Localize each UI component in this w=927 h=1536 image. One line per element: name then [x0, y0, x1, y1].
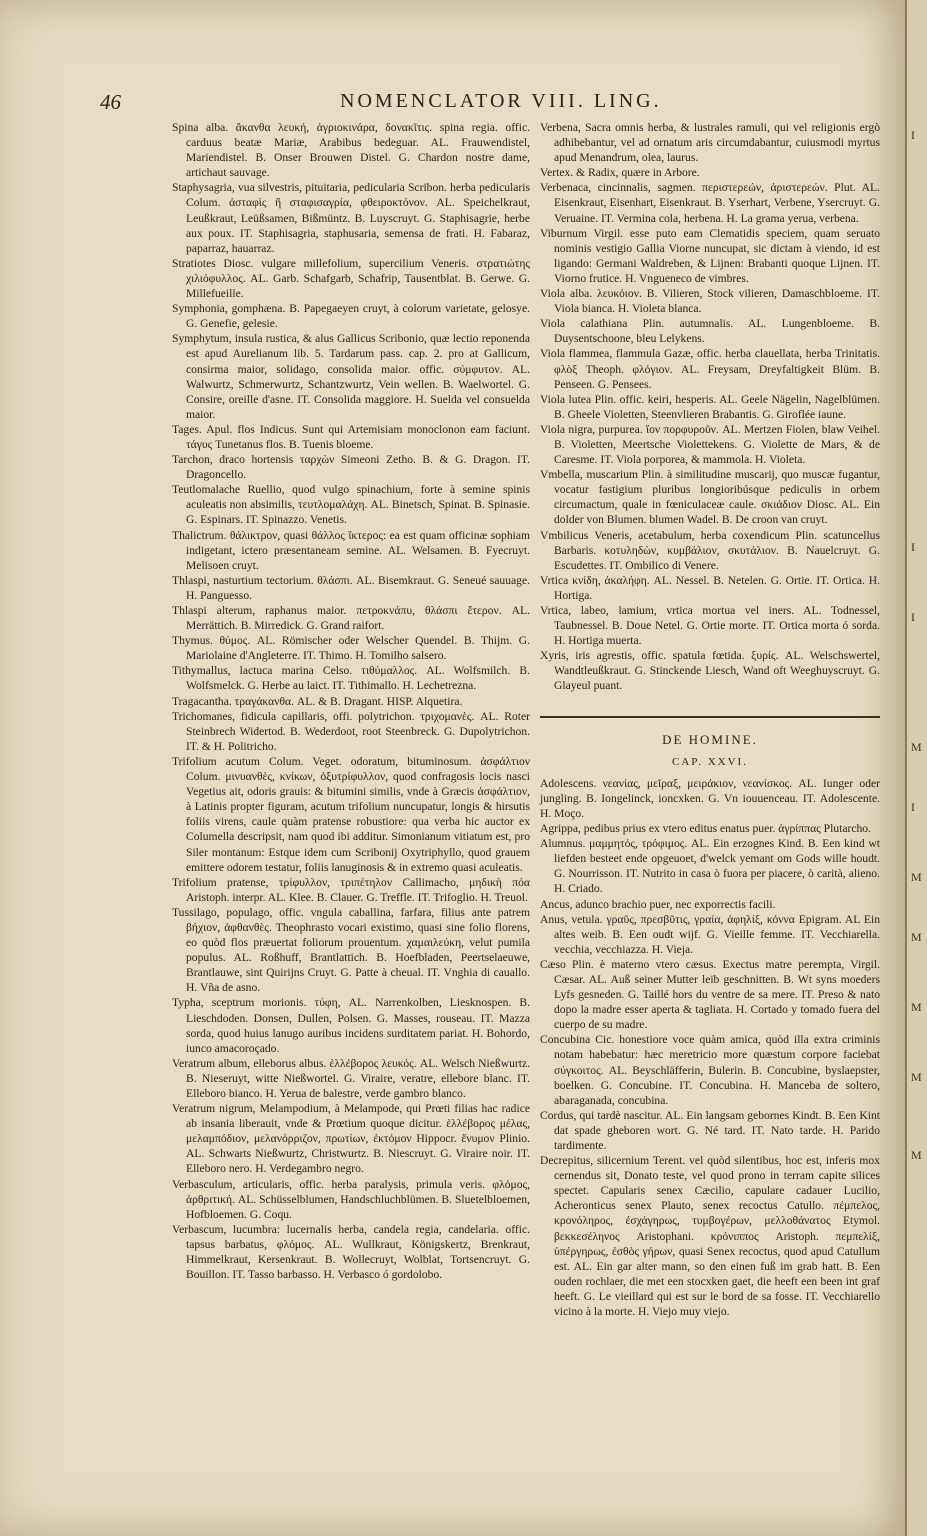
entry: Vertex. & Radix, quære in Arbore. [540, 166, 700, 180]
entry: Trifolium pratense, τρίφυλλον, τριπέτηλον Callimacho, μηδικὴ πόα Aristoph. interpr. AL. Klee. B. Clauer. G. Treffle. IT. Trifoglio. H. Treuol. [172, 875, 530, 904]
entry: Cæso Plin. è materno vtero cæsus. Exectus matre perempta, Virgil. Cæsar. AL. Auß seiner Mutter leib geschnitten. B. Wt syns moeders Lyfs gesneden. G. Taillé hors du ventre de sa mere. IT. Preso & nato dopo la madre esser aperta & tagliata. H. Cortado y tomado fuera del cuerpo de su madre. [540, 957, 880, 1032]
facing-page-edge [905, 0, 927, 1536]
entry: Symphytum, insula rustica, & alus Gallicus Scribonio, quæ lectio reponenda est apud Aurelianum lib. 5. Tardarum pass. cap. 2. pro at Gallicum, consirma maior, solidago, consolida maior. offic. σύμφυτον. AL. Walwurtz, Schmerwurtz, Schantzwurtz, Vein wellen. B. Waelwortel. G. Consire, oreille d'asne. IT. Consolida maggiore. H. Suelda vel consuelda maior. [172, 332, 530, 421]
margin-letter: M [911, 1070, 922, 1084]
running-title: NOMENCLATOR VIII. LING. [340, 90, 662, 112]
entry: Tages. Apul. flos Indicus. Sunt qui Artemisiam monoclonon eam faciunt. τάγυς Tunetanus flos. B. Tuenis bloeme. [172, 422, 530, 451]
entry: Tithymallus, lactuca marina Celso. τιθύμαλλος. AL. Wolfsmilch. B. Wolfsmelck. G. Herbe au laict. IT. Tithimallo. H. Lechetrezna. [172, 664, 530, 693]
entry: Thlaspi, nasturtium tectorium. θλάσπι. AL. Bisemkraut. G. Seneué sauuage. H. Panguesso. [172, 573, 530, 602]
page-header [100, 88, 900, 118]
entry: Agrippa, pedibus prius ex vtero editus enatus puer. ἀγρίππας Plutarcho. [540, 822, 871, 836]
entry: Anus, vetula. γραῦς, πρεσβῦτις, γραία, ἀφηλίξ, κόννα Epigram. AL Ein altes weib. B. Een oudt wijf. G. Vieille femme. IT. Vecchiarella. vecchia, vecchiazza. H. Vieja. [540, 912, 880, 956]
entry: Thlaspi alterum, raphanus maior. πετροκνάπυ, θλάσπι ἕτερον. AL. Merrättich. B. Mirredick. G. Grand raifort. [172, 604, 530, 633]
section-title: DE HOMINE. [662, 731, 758, 747]
page-number: 46 [100, 90, 121, 114]
entry: Vmbella, muscarium Plin. à similitudine muscarij, quo muscæ fugantur, vocatur fastigium pluribus longioribúsque pediculis in orbem circumactum, quale in fœniculaceæ caule. σκιάδιον Diosc. AL. Ein dolder von Blumen. blumen Wadel. B. De croon van cruyt. [540, 468, 880, 527]
section-divider [540, 716, 880, 718]
entry: Symphonia, gomphæna. B. Papegaeyen cruyt, à colorum varietate, gelosye. G. Genefie, gelesie. [172, 302, 530, 331]
entry: Thymus. θύμος. AL. Römischer oder Welscher Quendel. B. Thijm. G. Mariolaine d'Angleterre. IT. Thimo. H. Tomilho salsero. [172, 634, 530, 663]
margin-letter: M [911, 1000, 922, 1014]
entry: Spina alba. ἄκανθα λευκή, ἀγριοκινάρα, δονακῖτις. spina regia. offic. carduus beatæ Mariæ, Arabibus bedeguar. AL. Frauwendistel, Mariendistel. B. Onser Brouwen Distel. G. Chardon nostre dame, artichaut sauvage. [172, 121, 530, 180]
chapter-heading: CAP. XXVI. [672, 755, 748, 768]
entry: Viola nigra, purpurea. ἴον πορφυροῦν. AL. Mertzen Fiolen, blaw Veihel. B. Violetten, Meertsche Violettekens. G. Violette de Mars, & de Caresme. IT. Viola porporea, & mammola. H. Violeta. [540, 422, 880, 467]
margin-letter: M [911, 930, 922, 944]
entry: Viola alba. λευκόιον. B. Vilieren, Stock vilieren, Damaschbloeme. IT. Viola bianca. H. Violeta blanca. [540, 287, 880, 316]
entry: Typha, sceptrum morionis. τύφη, AL. Narrenkolben, Liesknospen. B. Lieschdoden. Donsen, Dullen, Polsen. G. Masses, rouseau. IT. Mazza sorda, quod huius lanugo auribus incidens surditatem pariat. H. Bohordo, iunco amacoroçado. [172, 996, 530, 1055]
entry: Tarchon, draco hortensis ταρχὼν Simeoni Zetho. B. & G. Dragon. IT. Dragoncello. [172, 453, 530, 482]
entry: Tragacantha. τραγάκανθα. AL. & B. Dragant. HISP. Alquetira. [172, 694, 463, 708]
margin-letter: I [911, 128, 915, 142]
entry: Alumnus. μαμμητός, τρόφιμος. AL. Ein erzognes Kind. B. Een kind wt liefden besteet ende opgeuoet, d'welck yemant om Gods wille houdt. G. Nourrisson. IT. Nutrito in casa ò fuora per piacere, ò carità, alieno. H. Criado. [540, 837, 880, 896]
entry: Viola lutea Plin. offic. keiri, hesperis. AL. Geele Nägelin, Nagelblümen. B. Gheele Violetten, Steenvlieren Brabantis. G. Giroflée iaune. [540, 392, 880, 421]
entry: Stratiotes Diosc. vulgare millefolium, supercilium Veneris. στρατιώτης χιλιόφυλλος. AL. Garb. Schafgarb, Schafrip, Tausentblat. B. Gerwe. G. Millefueille. [172, 256, 530, 301]
entry: Verbenaca, cincinnalis, sagmen. περιστερεών, ἀριστερεών. Plut. AL. Eisenkraut, Eisenhart, Eisenkraut. B. Yserhart, Verbene, Ysercruyt. G. Veruaine. IT. Vermina cola, herbena. H. La grama yerua, verbena. [540, 181, 880, 225]
entry: Xyris, iris agrestis, offic. spatula fœtida. ξυρίς. AL. Welschswertel, Wandtleußkraut. G. Stinckende Liesch, Wand oft Weeghuyscruyt. G. Glayeul puant. [540, 649, 880, 693]
entry: Concubina Cic. honestiore voce quàm amica, quòd illa extra criminis notam habebatur: hæc meretricio more quæstum corpore faciebat σύγκοιτος. AL. Beyschläfferin, Bulerin. B. Concubine, byslaepster, boelken. G. Concubine. IT. Concubina. H. Manceba de soltero, abaraganada, concubina. [540, 1033, 880, 1107]
entry: Verbascum, lucumbra: lucernalis herba, candela regia, candelaria. offic. tapsus barbatus, φλόμος. AL. Wullkraut, Königskertz, Brenkraut, Himmelkraut, Kersenkraut. B. Wollecruyt, Wolblat, Tortsencruyt. G. Bouillon. IT. Tasso barbasso. H. Verbasco ó gordolobo. [172, 1222, 530, 1282]
entry: Verbasculum, articularis, offic. herba paralysis, primula veris. φλόμος, ἀρθριτική. AL. Schüsselblumen, Handschluchblümen. B. Sluetelbloemen, Hofbloemen. G. Coqu. [172, 1177, 530, 1221]
entry: Teutlomalache Ruellio, quod vulgo spinachium, forte à semine spinis aculeatis non absimilis, τευτλομαλάχη. AL. Binetsch, Spinat. B. Spinasie. G. Espinars. IT. Spinazzo. Venetis. [172, 483, 530, 527]
entry: Tussilago, populago, offic. vngula caballina, farfara, filius ante patrem βήχιον, ἀφθανθὲς. Theophrasto vocari existimo, quasi sine folio florens, eo quòd flos præuertat foliorum prouentum. χαμαιλεύκη, velut pumila populus. AL. Roßhuff, Brantlattich. B. Hoefbladen, Peertselaeuwe, Brantlauwe, sint Quirijns Cruyt. G. Patte à cheual. IT. Vnghia di cauallo. H. Vña de asno. [172, 905, 530, 995]
entry: Veratrum album, elleborus albus. ἑλλέβορος λευκός. AL. Welsch Nießwurtz. B. Nieseruyt, witte Nießwortel. G. Viraire, veratre, ellebore blanc. IT. Elleboro bianco. H. Yerua de balestre, verde gambro blanco. [172, 1056, 530, 1100]
margin-letter: M [911, 740, 922, 754]
entry: Cordus, qui tardè nascitur. AL. Ein langsam gebornes Kindt. B. Een Kint dat spade gheboren wort. G. Né tard. IT. Nato tarde. H. Parido tardimente. [540, 1108, 880, 1152]
entry: Trifolium acutum Colum. Veget. odoratum, bituminosum. ἀσφάλτιον Colum. μινυανθὲς, κνίκων, ὀξυτρίφυλλον, quod confragosis locis nasci Vegetius ait, odoris grauis: & bitumini similis, vnde à Græcis ἀσφάλτιον, à Latinis propter figuram, acutum trifolium nuncupatur, longis & hirsutis foliis virens, caule quàm pratense robustiore: qua verba hic auctor ex Columella descripsit, nam quod ibi additur. Simonianum vitiatum est, pro Siler montanum: Estque idem cum Scribonij Oxytriphyllo, quod grauem emittere odorem testatur, foliis lanuginosis & in extremo quasi aculeatis. [172, 754, 530, 874]
right-column [540, 120, 880, 1319]
entry: Adolescens. νεανίας, μεῖραξ, μειράκιον, νεανίσκος. AL. Iunger oder jungling. B. Iongelinck, ioncxken. G. Vn iouuenceau. IT. Adolescente. H. Moço. [540, 776, 880, 820]
entry: Ancus, adunco brachio puer, nec exporrectis facili. [540, 897, 776, 911]
entry: Viola flammea, flammula Gazæ, offic. herba clauellata, herba Trinitatis. φλὸξ Theoph. φλόγιον. AL. Freysam, Dreyfaltigkeit Blüm. B. Penseen. G. Pensees. [540, 347, 880, 391]
entry: Viburnum Virgil. esse puto eam Clematidis speciem, quam seruato nominis vestigio Gallia Viorne nuncupat, sic dictam à viendo, id est ligando: Germani Waldreben, & Lijnen: Brabanti quoque Lijnen. IT. Viorno frutice. H. Vngueneco de vimbres. [540, 226, 880, 285]
entry: Viola calathiana Plin. autumnalis. AL. Lungenbloeme. B. Duysentschoone, bleu Lelykens. [540, 317, 880, 346]
entry: Decrepitus, silicernium Terent. vel quòd silentibus, hoc est, inferis mox cernendus sit, Donato teste, vel quod prono in terram capite silices spectet. Capularis senex Cæcilio, capulare cadauer Lucilio, Acheronticus senex Plauto, senex recoctus Catullo. πέμπελος, κρονόληρος, ἐσχάγηρως, τυμβογέρων, μελλοθάνατος Etymol. βεκκεσέληνος Aristophani. κρόνιππος Aristoph. πεμπελίξ, ὑπέργηρως, ἐσθὸς γήρων, quasi Senex recoctus, quod apud Catullum est. AL. Ein gar alter mann, so den einen fuß im grab hatt. B. Een ouden rochlaer, die met een stocxken gaet, die heeft een been int graf heeft. G. Le vieillard qui est sur le bord de sa fosse. IT. Vecchiarello vicino à la morte. H. Viejo muy viejo. [540, 1154, 880, 1319]
margin-letter: I [911, 800, 915, 814]
entry: Verbena, Sacra omnis herba, & lustrales ramuli, qui vel religionis ergò adhibebantur, vel ad ornatum aris circumdabantur, cuiusmodi myrtus apud Menandrum, olea, laurus. [540, 121, 880, 165]
left-column [172, 120, 530, 1282]
entry: Vrtica, labeo, lamium, vrtica mortua vel iners. AL. Todnessel, Taubnessel. B. Doue Netel. G. Ortie morte. IT. Ortica morta ó sorda. H. Hortiga muerta. [540, 604, 880, 648]
entry: Vrtica κνίδη, ἀκαλήφη. AL. Nessel. B. Netelen. G. Ortie. IT. Ortica. H. Hortiga. [540, 573, 880, 602]
entry: Trichomanes, fidicula capillaris, offi. polytrichon. τριχομανὲς. AL. Roter Steinbrech Widertod. B. Wederdoot, root Steenbreck. G. Dupolytrichon. IT. & H. Politricho. [172, 709, 530, 753]
entry: Vmbilicus Veneris, acetabulum, herba coxendicum Plin. scatuncellus Barbaris. κοτυληδὼν, κυμβάλιον, σκυτάλιον. B. Nauelcruyt. G. Escudettes. IT. Ombilico di Venere. [540, 528, 880, 572]
entry: Staphysagria, vua silvestris, pituitaria, pedicularia Scribon. herba pedicularis Colum. ἀσταφὶς ἢ σταφισαγρία, φθειροκτόνον. AL. Speichelkraut, Leußkraut, Leüßsamen, Bißmüntz. B. Luyscruyt. G. Staphisagrie, herbe aux poux. IT. Staphisagria, staphusaria, semensa de frati. H. Fabaraz, paparraz, hauarraz. [172, 181, 530, 255]
margin-letter: I [911, 610, 915, 624]
entry: Thalictrum. θάλικτρον, quasi θάλλος ἴκτερος: ea est quam officinæ sophiam indigetant, ictero præsentaneam semine. AL. Welsamen. B. Fyecruyt. Melisoen cruyt. [172, 528, 530, 572]
margin-letter: M [911, 1148, 922, 1162]
entry: Veratrum nigrum, Melampodium, à Melampode, qui Prœti filias hac radice ab insania liberauit, vnde & Prœtium quoque dicitur. ἑλλέβορος μέλας, μελαμπόδιον, μελανόρριζον, πρωτίων, ἐκτόμον Hippocr. ἔνυμον Plinio. AL. Schwarts Nießwurtz, Christwurtz. B. Niescruyt. G. Viraire noir. IT. Elleboro nero. H. Verdegambro negro. [172, 1102, 530, 1176]
margin-letter: I [911, 540, 915, 554]
margin-letter: M [911, 870, 922, 884]
